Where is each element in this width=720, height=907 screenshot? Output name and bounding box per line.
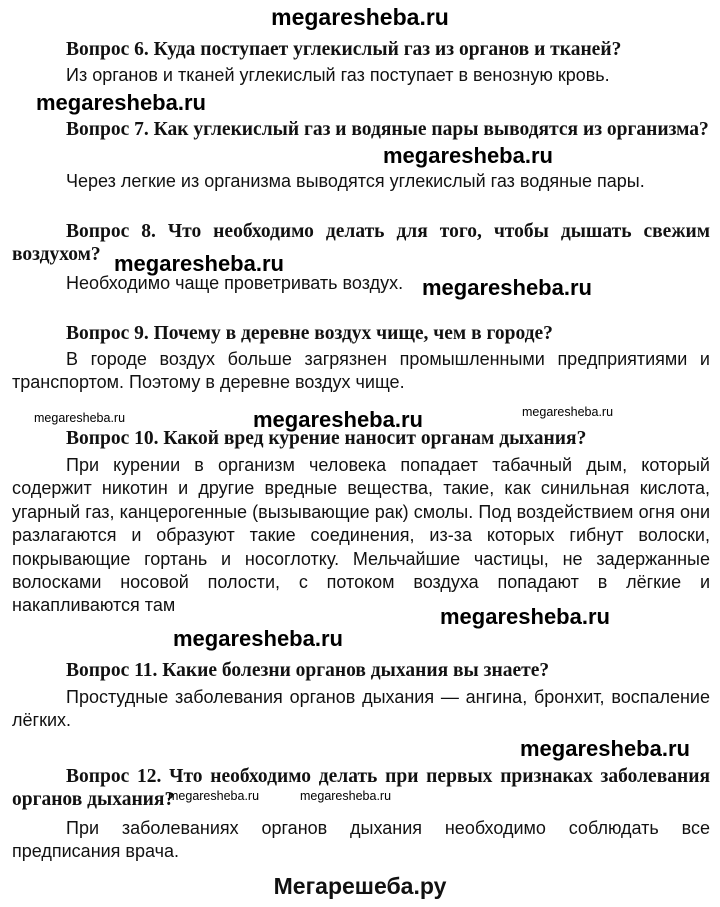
answer-8: Необходимо чаще проветривать воздух. (66, 273, 404, 293)
question-10: Вопрос 10. Какой вред курение наносит органам дыхания? (66, 428, 587, 449)
answer-12: При заболеваниях органов дыхания необходимо соблюдать все предписания врача. (12, 818, 710, 862)
watermark: megaresheba.ru (520, 736, 690, 761)
watermark: megaresheba.ru (36, 90, 206, 115)
question-8: Вопрос 8. Что необходимо делать для того, чтобы дышать свежим воздухом? (12, 221, 710, 265)
watermark-small: megaresheba.ru (168, 789, 260, 803)
answer-7: Через легкие из организма выводятся углекислый газ водяные пары. (66, 171, 645, 191)
answer-6: Из органов и тканей углекислый газ поступает в венозную кровь. (66, 65, 610, 85)
watermark: megaresheba.ru (253, 407, 423, 432)
header-site-name[interactable]: megaresheba.ru (271, 4, 449, 30)
watermark: megaresheba.ru (173, 626, 343, 651)
footer-site-name[interactable]: Мегарешеба.ру (273, 873, 447, 899)
watermark: megaresheba.ru (114, 251, 284, 276)
answer-9: В городе воздух больше загрязнен промышленными предприятиями и транспортом. Поэтому в деревне воздух чище. (12, 349, 710, 393)
question-12: Вопрос 12. Что необходимо делать при первых признаках заболевания органов дыхания? (12, 766, 710, 810)
watermark: megaresheba.ru (383, 143, 553, 168)
watermark: megaresheba.ru (440, 604, 610, 629)
answer-10: При курении в организм человека попадает табачный дым, который содержит никотин и другие вредные вещества, такие, как синильная кислота, угарный газ, канцерогенные (вызывающие рак) смолы. Под воздействием огня они разлагаются и образуют такие соединения, из-за которых гибнут волоски, покрывающие гортань и носоглотку. Мельчайшие частицы, не задержанные волосками носовой полости, с потоком воздуха попадают в лёгкие и накапливаются там (12, 455, 710, 616)
answer-11: Простудные заболевания органов дыхания — ангина, бронхит, воспаление лёгких. (12, 687, 710, 731)
watermark: megaresheba.ru (422, 275, 592, 300)
question-11: Вопрос 11. Какие болезни органов дыхания вы знаете? (66, 660, 550, 681)
watermark-small: megaresheba.ru (522, 405, 614, 419)
watermark-small: megaresheba.ru (34, 411, 126, 425)
watermark-small: megaresheba.ru (300, 789, 392, 803)
question-9: Вопрос 9. Почему в деревне воздух чище, чем в городе? (66, 323, 553, 344)
question-7: Вопрос 7. Как углекислый газ и водяные пары выводятся из организма? (66, 119, 709, 140)
question-6: Вопрос 6. Куда поступает углекислый газ из органов и тканей? (66, 39, 622, 60)
